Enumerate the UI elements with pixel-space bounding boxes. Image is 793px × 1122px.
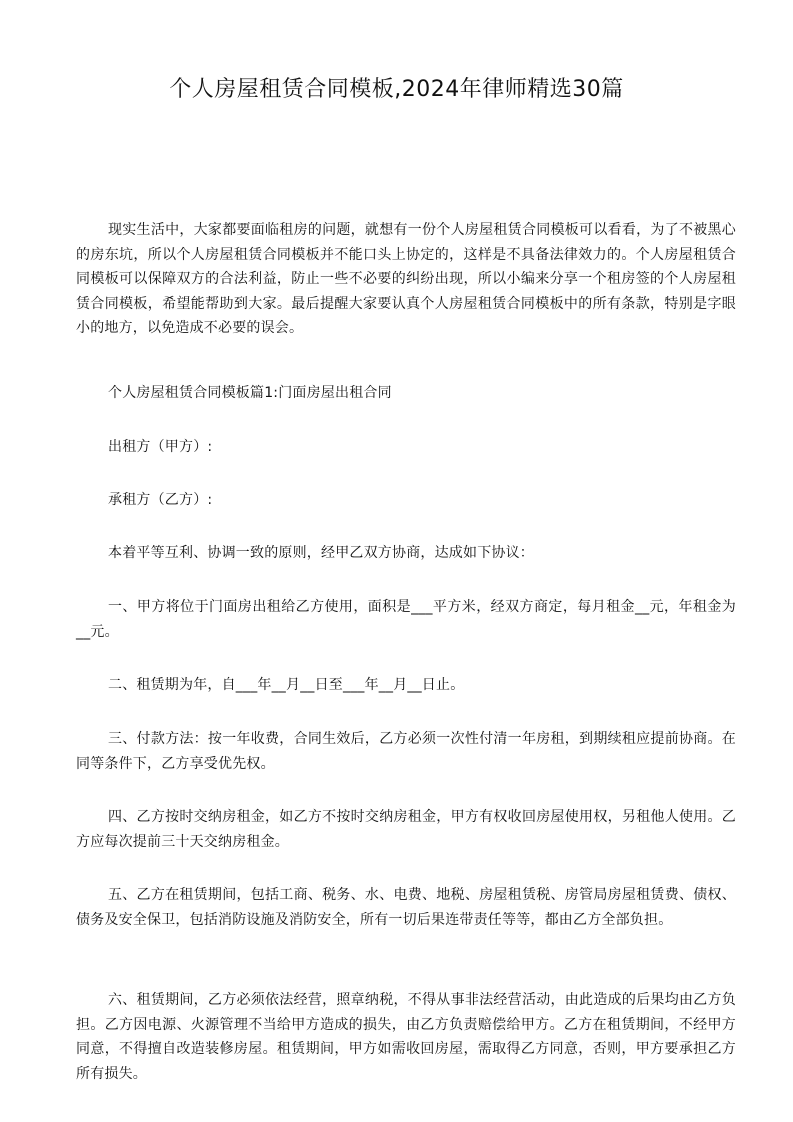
section-heading: 个人房屋租赁合同模板篇1:门面房屋出租合同 [108,385,392,401]
lessee-line: 承租方（乙方）: [108,492,213,508]
intro-paragraph: 现实生活中，大家都要面临租房的问题，就想有一份个人房屋租赁合同模板可以看看，为了不被黑心的房东坑，所以个人房屋租赁合同模板并不能口头上协定的，这样是不具备法律效力的。个人房屋租赁合同模板可以保障双方的合法利益，防止一些不必要的纠纷出现，所以小编来分享一个租房签的个人房屋租赁合同模板，希望能帮助到大家。最后提醒大家要认真个人房屋租赁合同模板中的所有条款，特别是字眼小的地方，以免造成不必要的误会。 [76,222,736,336]
preamble: 本着平等互利、协调一致的原则，经甲乙双方协商，达成如下协议： [108,545,534,561]
clause-4: 四、乙方按时交纳房租金，如乙方不按时交纳房租金，甲方有权收回房屋使用权，另租他人使用。乙方应每次提前三十天交纳房租金。 [76,809,736,850]
lessor-line: 出租方（甲方）: [108,439,213,455]
clause-2: 二、租赁期为年，自___年__月__日至___年__月__日止。 [108,677,465,693]
clause-6: 六、租赁期间，乙方必须依法经营，照章纳税，不得从事非法经营活动，由此造成的后果均由乙方负担。乙方因电源、火源管理不当给甲方造成的损失，由乙方负责赔偿给甲方。乙方在租赁期间，不经甲方同意，不得擅自改造装修房屋。租赁期间，甲方如需收回房屋，需取得乙方同意，否则，甲方要承担乙方所有损失。 [76,992,736,1082]
clause-1: 一、甲方将位于门面房出租给乙方使用，面积是___平方米，经双方商定，每月租金__元，年租金为__元。 [76,599,736,640]
clause-3: 三、付款方法：按一年收费，合同生效后，乙方必须一次性付清一年房租，到期续租应提前协商。在同等条件下，乙方享受优先权。 [76,731,736,772]
document-title: 个人房屋租赁合同模板,2024年律师精选30篇 [169,77,624,102]
clause-5: 五、乙方在租赁期间，包括工商、税务、水、电费、地税、房屋租赁税、房管局房屋租赁费、债权、债务及安全保卫，包括消防设施及消防安全，所有一切后果连带责任等等，都由乙方全部负担。 [76,887,736,928]
